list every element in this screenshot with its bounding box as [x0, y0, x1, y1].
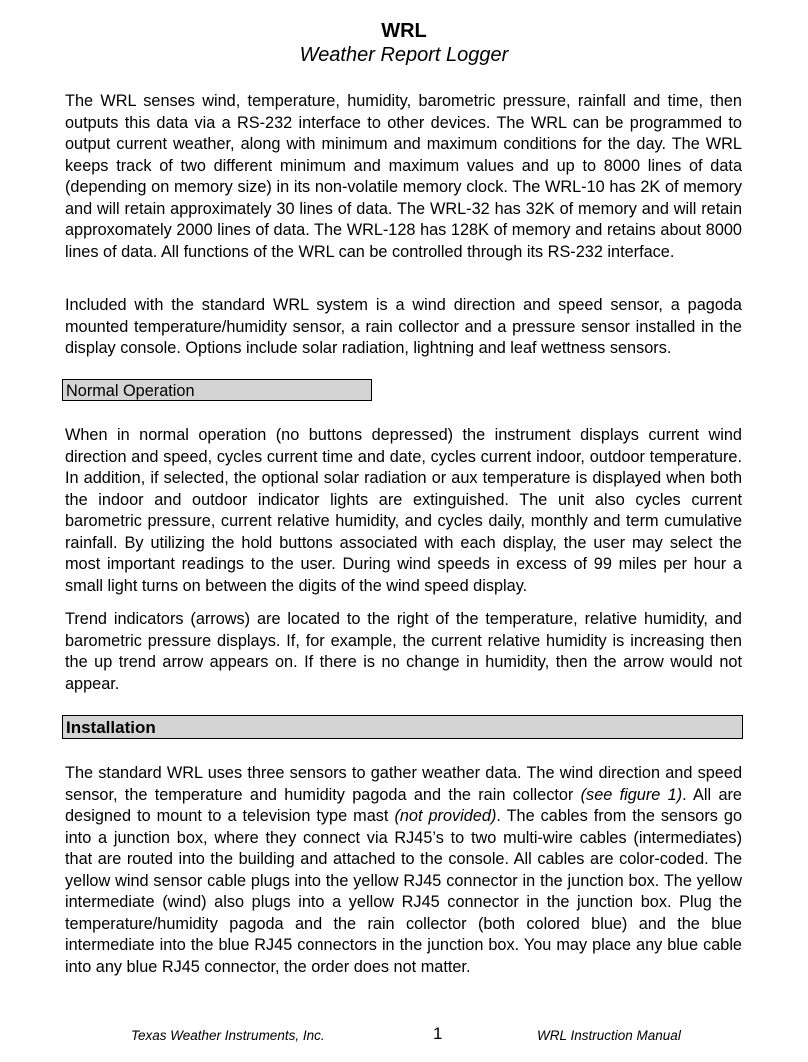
normal-operation-paragraph-2: Trend indicators (arrows) are located to the right of the temperature, relative humidity, and barometric pressure displays. If, for example, the current relative humidity is increasing then the up trend arrow appears on. If there is no change in humidity, then the arrow would not appear.	[65, 610, 742, 693]
installation-text-part-a: The standard WRL uses three sensors to gather weather data. The wind direction and speed sensor, the temperature and humidity pagoda and the rain collector	[65, 764, 742, 804]
normal-operation-paragraph-1: When in normal operation (no buttons depressed) the instrument displays current wind direction and speed, cycles current time and date, cycles current indoor, outdoor temperature. In addition, if selected, the optional solar radiation or aux temperature is displayed when both the indoor and outdoor indicator lights are extinguished. The unit also cycles current barometric pressure, current relative humidity, and cycles daily, monthly and term cumulative rainfall. By utilizing the hold buttons associated with each display, the user may select the most important readings to the user. During wind speeds in excess of 99 miles per hour a small light turns on between the digits of the wind speed display.	[65, 426, 742, 595]
page-title: WRL	[381, 20, 427, 42]
footer-page-number: 1	[433, 1024, 443, 1043]
page-subtitle: Weather Report Logger	[299, 44, 509, 66]
figure-reference: (see figure 1)	[580, 785, 683, 804]
section-heading-installation: Installation	[62, 715, 743, 739]
footer-manual-title: WRL Instruction Manual	[537, 1028, 681, 1043]
section-heading-normal-operation: Normal Operation	[62, 379, 372, 401]
not-provided-note: (not provided)	[394, 807, 497, 825]
installation-text-part-c: . The cables from the sensors go into a junction box, where they connect via RJ45’s to two multi-wire cables (intermediates) that are routed into the building and attached to the console. All cables are color-coded. The yellow wind sensor cable plugs into the yellow RJ45 connector in the junction box. The yellow intermediate (wind) also plugs into a yellow RJ45 connector in the junction box. Plug the temperature/humidity pagoda and the rain collector (both colored blue) and the blue intermediate into the blue RJ45 connectors in the junction box. You may place any blue cable into any blue RJ45 connector, the order does not matter.	[65, 807, 742, 976]
installation-text-part-b: . All are designed to mount to a television type mast	[65, 785, 742, 825]
intro-paragraph-1: The WRL senses wind, temperature, humidity, barometric pressure, rainfall and time, then outputs this data via a RS-232 interface to other devices. The WRL can be programmed to output current weather, along with minimum and maximum conditions for the day. The WRL keeps track of two different minimum and maximum values and up to 8000 lines of data (depending on memory size) in its non-volatile memory clock. The WRL-10 has 2K of memory and will retain approximately 30 lines of data. The WRL-32 has 32K of memory and will retain approxomately 2000 lines of data. The WRL-128 has 128K of memory and retains about 8000 lines of data. All functions of the WRL can be controlled through its RS-232 interface.	[65, 92, 742, 261]
intro-paragraph-2: Included with the standard WRL system is a wind direction and speed sensor, a pagoda mounted temperature/humidity sensor, a rain collector and a pressure sensor installed in the display console. Options include solar radiation, lightning and leaf wettness sensors.	[65, 296, 742, 357]
installation-paragraph-1	[65, 763, 742, 978]
footer-company: Texas Weather Instruments, Inc.	[131, 1028, 325, 1043]
